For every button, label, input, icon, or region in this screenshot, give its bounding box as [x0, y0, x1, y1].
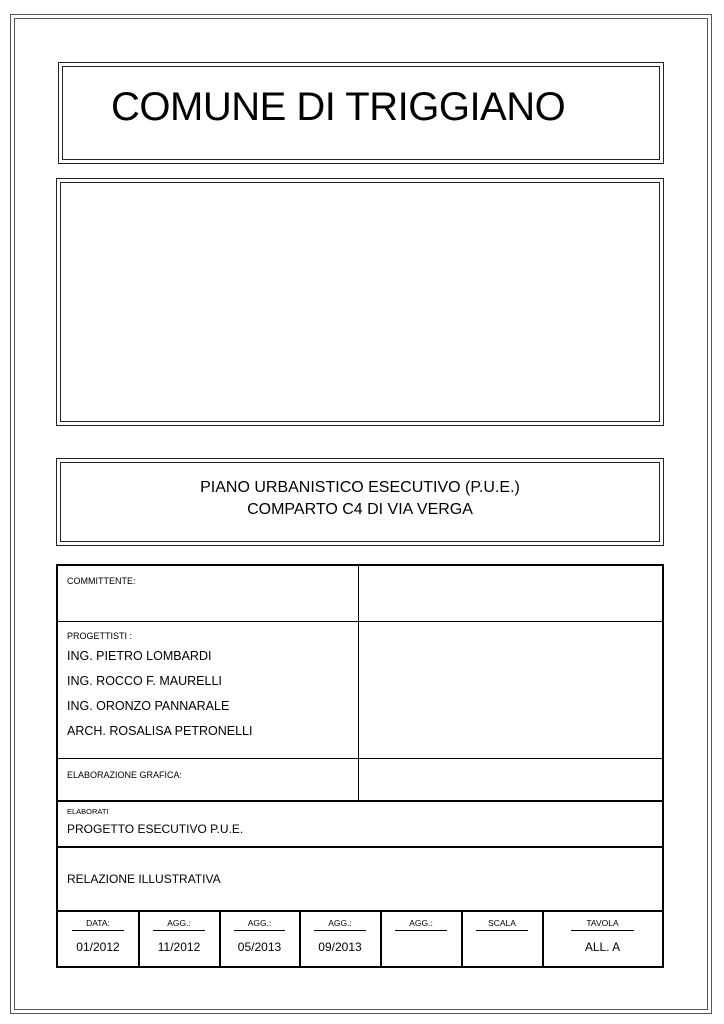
- footer-cell-agg-2: [220, 912, 299, 968]
- footer-cell-agg-4: [381, 912, 461, 968]
- footer-cell-value: 01/2012: [76, 940, 120, 954]
- footer-cell-underline: [395, 930, 447, 931]
- footer-cell-underline: [314, 930, 366, 931]
- footer-cell-underline: [571, 930, 634, 931]
- document-title: RELAZIONE ILLUSTRATIVA: [67, 872, 221, 886]
- title-block-table: [56, 564, 664, 968]
- footer-cell-label: AGG.:: [328, 918, 352, 928]
- footer-cell-underline: [72, 930, 124, 931]
- footer-cell-label: TAVOLA: [586, 918, 619, 928]
- footer-cell-label: AGG.:: [409, 918, 433, 928]
- progettista-name: ARCH. ROSALISA PETRONELLI: [67, 724, 253, 738]
- footer-cell-data: [58, 912, 138, 968]
- footer-cell-underline: [476, 930, 528, 931]
- title-box: [58, 62, 664, 164]
- footer-cell-label: SCALA: [488, 918, 516, 928]
- footer-cell-value: 09/2013: [318, 940, 362, 954]
- footer-cell-label: AGG.:: [167, 918, 191, 928]
- committente-label: COMMITTENTE:: [67, 576, 136, 586]
- image-placeholder-box: [56, 178, 664, 426]
- footer-cell-label: AGG.:: [247, 918, 272, 928]
- footer-cell-value: ALL. A: [584, 940, 621, 954]
- footer-cell-agg-1: [139, 912, 219, 968]
- column-divider: [358, 566, 359, 800]
- progettista-name: ING. PIETRO LOMBARDI: [67, 649, 212, 663]
- footer-cell-agg-3: [300, 912, 380, 968]
- elaborazione-grafica-label: ELABORAZIONE GRAFICA:: [67, 770, 183, 780]
- elaborati-value: PROGETTO ESECUTIVO P.U.E.: [67, 822, 244, 836]
- subject-line-1: PIANO URBANISTICO ESECUTIVO (P.U.E.): [200, 479, 520, 496]
- progettista-name: ING. ORONZO PANNARALE: [67, 699, 230, 713]
- progettista-name: ING. ROCCO F. MAURELLI: [67, 674, 222, 688]
- footer-cell-underline: [234, 930, 285, 931]
- footer-cell-scala: [462, 912, 542, 968]
- row-divider-1: [58, 621, 662, 622]
- progettisti-label: PROGETTISTI :: [67, 631, 133, 641]
- subject-line-2: COMPARTO C4 DI VIA VERGA: [247, 501, 473, 518]
- footer-cell-label: DATA:: [86, 918, 110, 928]
- footer-cell-tavola: [543, 912, 662, 968]
- footer-cell-value: 11/2012: [157, 940, 201, 954]
- municipality-title: COMUNE DI TRIGGIANO: [111, 85, 566, 129]
- image-placeholder-inner: [60, 182, 660, 422]
- row-divider-4: [58, 846, 662, 848]
- footer-cell-value: 05/2013: [237, 940, 282, 954]
- footer-row: [58, 912, 662, 968]
- row-divider-2: [58, 758, 662, 759]
- footer-cell-underline: [153, 930, 205, 931]
- row-divider-3: [58, 800, 662, 802]
- subject-box: [56, 458, 664, 546]
- elaborati-label: ELABORATI: [67, 807, 109, 816]
